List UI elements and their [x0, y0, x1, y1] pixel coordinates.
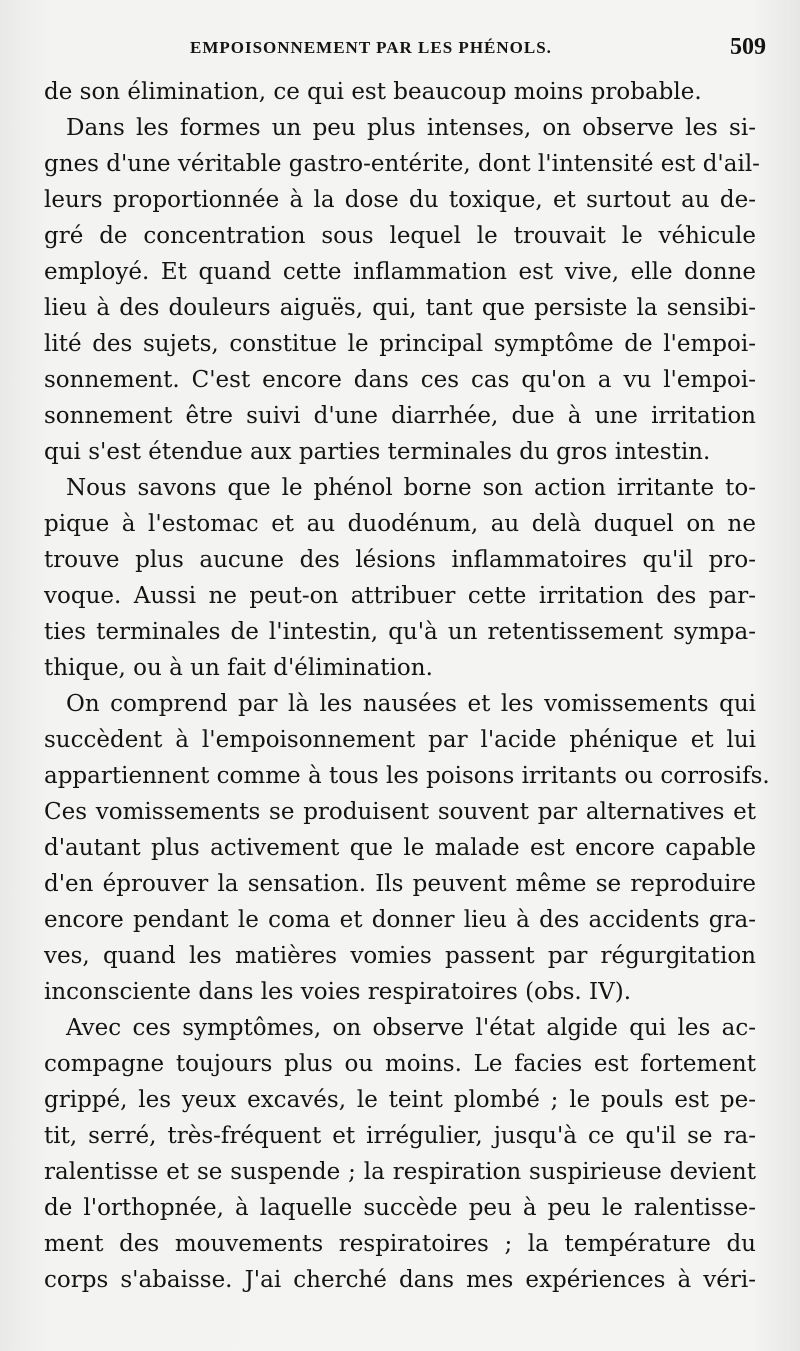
text-line: leurs proportionnée à la dose du toxique, et surtout au de- [44, 187, 756, 213]
text-line: ment des mouvements respiratoires ; la température du [44, 1231, 756, 1257]
text-line: sonnement être suivi d'une diarrhée, due à une irritation [44, 403, 756, 429]
text-line: gnes d'une véritable gastro-entérite, dont l'intensité est d'ail- [44, 151, 760, 177]
text-line: inconsciente dans les voies respiratoires (obs. IV). [44, 979, 632, 1005]
text-line: lieu à des douleurs aiguës, qui, tant que persiste la sensibi- [44, 295, 756, 321]
text-line: de l'orthopnée, à laquelle succède peu à peu le ralentisse- [44, 1195, 756, 1221]
text-line: Nous savons que le phénol borne son action irritante to- [66, 475, 756, 501]
page-header [40, 34, 766, 68]
text-line: appartiennent comme à tous les poisons irritants ou corrosifs. [44, 763, 770, 789]
text-line: ties terminales de l'intestin, qu'à un retentissement sympa- [44, 619, 756, 645]
text-line: On comprend par là les nausées et les vomissements qui [66, 691, 756, 717]
text-line: lité des sujets, constitue le principal symptôme de l'empoi- [44, 331, 756, 357]
text-line: corps s'abaisse. J'ai cherché dans mes expériences à véri- [44, 1267, 756, 1293]
text-line: ralentisse et se suspende ; la respiration suspirieuse devient [44, 1159, 756, 1185]
page-number: 509 [730, 34, 766, 60]
text-line: Ces vomissements se produisent souvent par alternatives et [44, 799, 756, 825]
text-line: trouve plus aucune des lésions inflammatoires qu'il pro- [44, 547, 756, 573]
text-line: encore pendant le coma et donner lieu à des accidents gra- [44, 907, 756, 933]
text-line: gré de concentration sous lequel le trouvait le véhicule [44, 223, 756, 249]
text-line: tit, serré, très-fréquent et irrégulier, jusqu'à ce qu'il se ra- [44, 1123, 756, 1149]
text-line: de son élimination, ce qui est beaucoup moins probable. [44, 79, 702, 105]
text-line: d'autant plus activement que le malade est encore capable [44, 835, 756, 861]
text-line: ves, quand les matières vomies passent par régurgitation [44, 943, 756, 969]
text-line: employé. Et quand cette inflammation est vive, elle donne [44, 259, 756, 285]
text-line: grippé, les yeux excavés, le teint plombé ; le pouls est pe- [44, 1087, 756, 1113]
body-text [44, 74, 770, 1298]
text-line: thique, ou à un fait d'élimination. [44, 655, 433, 681]
running-title: EMPOISONNEMENT PAR LES PHÉNOLS. [190, 38, 552, 57]
text-line: sonnement. C'est encore dans ces cas qu'on a vu l'empoi- [44, 367, 756, 393]
text-line: succèdent à l'empoisonnement par l'acide phénique et lui [44, 727, 756, 753]
text-line: qui s'est étendue aux parties terminales du gros intestin. [44, 439, 711, 465]
text-line: pique à l'estomac et au duodénum, au delà duquel on ne [44, 511, 756, 537]
text-line: d'en éprouver la sensation. Ils peuvent même se reproduire [44, 871, 756, 897]
text-line: voque. Aussi ne peut-on attribuer cette irritation des par- [44, 583, 756, 609]
text-line: Dans les formes un peu plus intenses, on observe les si- [66, 115, 756, 141]
text-line: Avec ces symptômes, on observe l'état algide qui les ac- [66, 1015, 756, 1041]
text-line: compagne toujours plus ou moins. Le facies est fortement [44, 1051, 756, 1077]
